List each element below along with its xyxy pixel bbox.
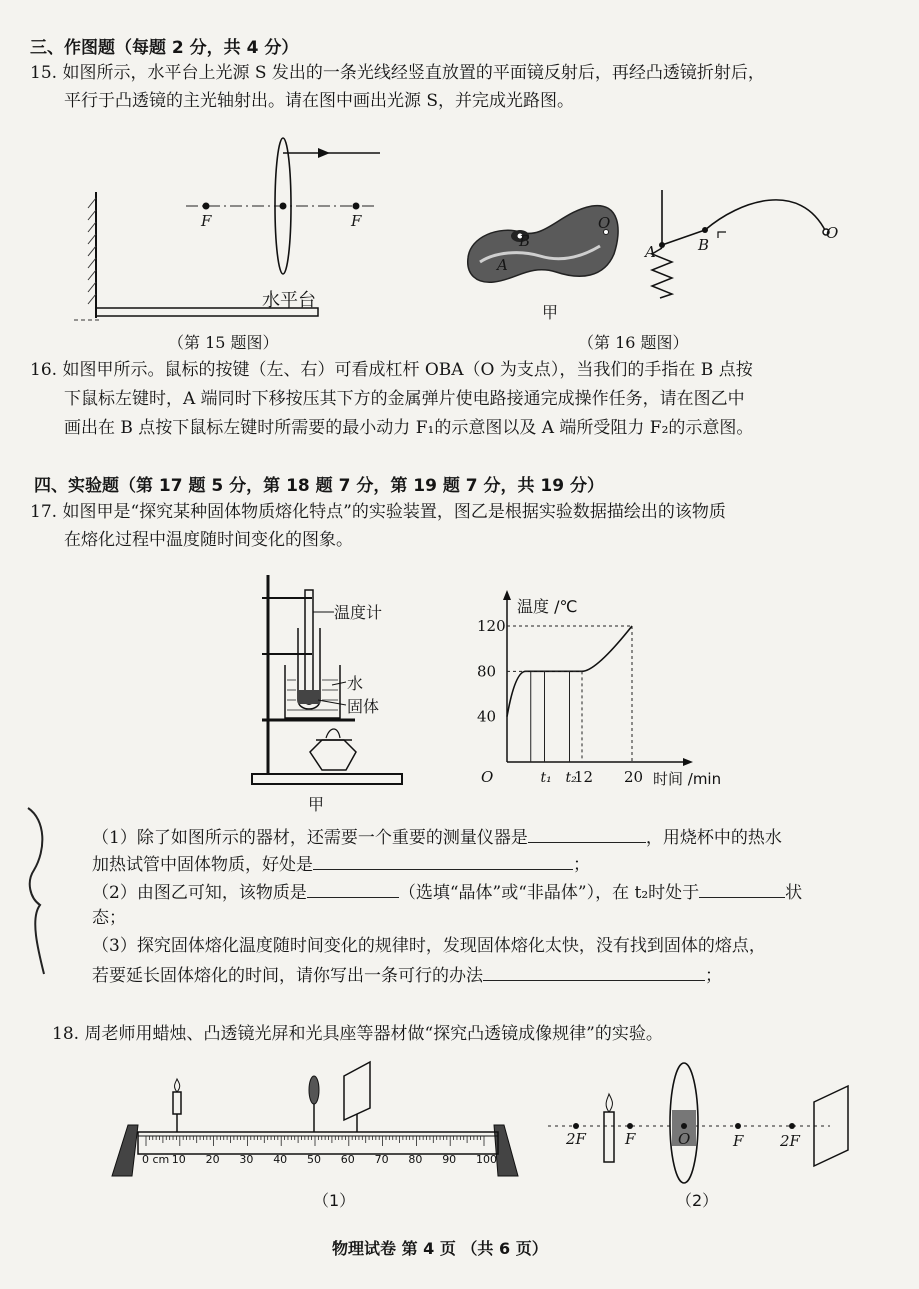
label-thermometer: 温度计 [334, 603, 383, 622]
bench-tick-label-6: 60 [340, 1153, 355, 1166]
bench-tick-label-1: 10 [171, 1153, 186, 1166]
q17-2-text-c: 状 [785, 883, 803, 903]
q17-2-text-b: （选填“晶体”或“非晶体”），在 t₂时处于 [398, 883, 700, 903]
chart-y-tick-120: 120 [477, 617, 506, 635]
q16-line-3: 画出在 B 点按下鼠标左键时所需要的最小动力 F₁的示意图以及 A 端所受阻力 F₂的示意图。 [64, 418, 754, 438]
chart-y-tick-80: 80 [477, 662, 497, 681]
chart-x-tick-0: t₁ [540, 770, 552, 786]
q17-line-2: 在熔化过程中温度随时间变化的图象。 [64, 530, 353, 550]
q17-line-1: 17. 如图甲是“探究某种固体物质熔化特点”的实验装置，图乙是根据实验数据描绘出的该物质 [30, 502, 726, 522]
q17-1-text-a: （1）除了如图所示的器材，还需要一个重要的测量仪器是 [92, 828, 528, 848]
bench-tick-label-3: 30 [239, 1153, 254, 1166]
q16-line-1: 16. 如图甲所示。鼠标的按键（左、右）可看成杠杆 OBA（O 为支点），当我们的手指在 B 点按 [30, 360, 753, 380]
diagram2-f-left: F [625, 1130, 636, 1148]
chart-y-tick-40: 40 [477, 707, 497, 726]
bench-tick-label-2: 20 [205, 1153, 220, 1166]
q17-1-text-d: ； [573, 855, 590, 875]
fig16-jia: 甲 [542, 303, 559, 322]
label-water: 水 [347, 674, 364, 693]
page-footer: 物理试卷 第 4 页 （共 6 页） [332, 1239, 548, 1258]
fig15-focus-left: F [201, 212, 212, 230]
q17-1-text-b: ，用烧杯中的热水 [645, 828, 782, 848]
bench-tick-label-8: 80 [408, 1153, 423, 1166]
q18: 18. 周老师用蜡烛、凸透镜光屏和光具座等器材做“探究凸透镜成像规律”的实验。 [52, 1024, 663, 1044]
apparatus-jia: 甲 [308, 795, 325, 814]
q17-2-cont: 态； [92, 908, 126, 928]
chart-x-label: 时间 /min [653, 770, 722, 788]
bench-tick-label-5: 50 [307, 1153, 321, 1166]
q17-2-text-a: （2）由图乙可知，该物质是 [92, 883, 307, 903]
q17-3: （3）探究固体熔化温度随时间变化的规律时，发现固体熔化太快，没有找到固体的熔点， [92, 936, 766, 956]
fig15-focus-right: F [351, 212, 362, 230]
chart-x-tick-1: t₂ [565, 770, 577, 786]
section-3-heading: 三、作图题（每题 2 分，共 4 分） [30, 38, 299, 58]
bench-caption-2: （2） [676, 1191, 719, 1210]
q16-line-2: 下鼠标左键时，A 端同时下移按压其下方的金属弹片使电路接通完成操作任务，请在图乙中 [64, 389, 745, 409]
bench-tick-label-7: 70 [374, 1153, 389, 1166]
diagram2-2f-right: 2F [780, 1132, 800, 1150]
fig16-lever-o: O [826, 224, 839, 242]
bench-caption-1: （1） [313, 1191, 356, 1210]
fig16-mouse-b: B [519, 232, 531, 250]
fig15-platform-label: 水平台 [262, 290, 316, 311]
fig16-mouse-a: A [497, 256, 508, 274]
bench-tick-label-0: 0 cm [142, 1153, 170, 1166]
diagram2-2f-left: 2F [566, 1130, 586, 1148]
fig16-lever-b: B [698, 236, 710, 254]
chart-y-label: 温度 /℃ [517, 597, 578, 616]
fig16-mouse-o: O [598, 214, 611, 232]
q17-3-text-b: 若要延长固体熔化的时间，请你写出一条可行的办法 [92, 966, 483, 986]
fig15-caption: （第 15 题图） [168, 333, 279, 352]
q15-line-2: 平行于凸透镜的主光轴射出。请在图中画出光源 S，并完成光路图。 [64, 91, 575, 111]
diagram2-f-right: F [733, 1132, 744, 1150]
q15-line-1: 15. 如图所示，水平台上光源 S 发出的一条光线经竖直放置的平面镜反射后，再经凸透镜折射后， [30, 63, 765, 83]
bench-tick-label-10: 100 [476, 1153, 497, 1166]
diagram2-o: O [678, 1130, 691, 1148]
label-solid: 固体 [347, 697, 380, 716]
q17-3-text-c: ； [705, 966, 722, 986]
chart-x-tick-3: 20 [624, 768, 644, 786]
section-4-heading: 四、实验题（第 17 题 5 分，第 18 题 7 分，第 19 题 7 分，共 19 分） [34, 476, 604, 496]
fig16-caption: （第 16 题图） [578, 333, 689, 352]
q17-1-text-c: 加热试管中固体物质，好处是 [92, 855, 313, 875]
chart-origin-label: O [481, 768, 494, 786]
fig16-lever-a: A [645, 243, 656, 261]
bench-tick-label-9: 90 [442, 1153, 457, 1166]
bench-tick-label-4: 40 [273, 1153, 288, 1166]
chart-x-tick-2: 12 [574, 768, 594, 786]
